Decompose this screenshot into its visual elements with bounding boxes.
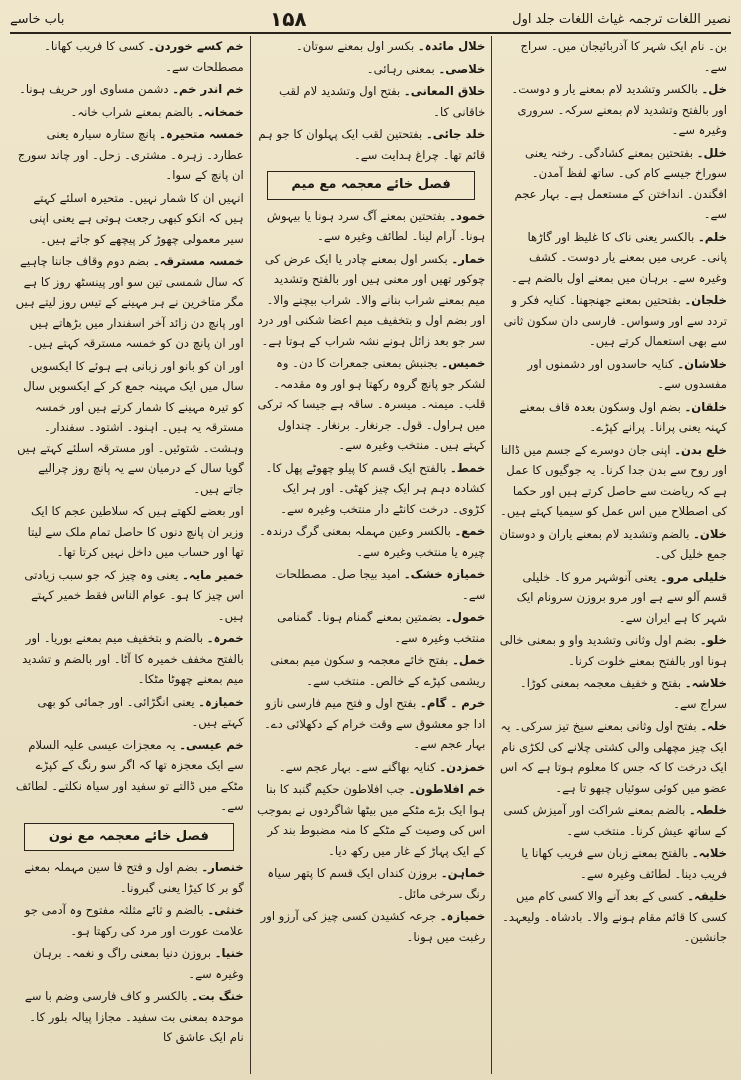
dictionary-entry xyxy=(257,458,486,520)
entry-headword: خمسہ متحیرہ۔ xyxy=(159,127,244,141)
columns xyxy=(8,36,733,1074)
entry-headword: خماہن۔ xyxy=(440,866,486,880)
entry-definition: بفتحتین بمعنے آگ سرد ہونا یا بیہوش ہونا۔ آرام لینا۔ لطائف وغیرہ سے۔ xyxy=(266,208,486,243)
dictionary-entry xyxy=(14,79,244,100)
dictionary-entry xyxy=(257,36,486,57)
entry-definition: بفتح اول وثانی بمعنے سیخ تیز سرکی۔ یہ ایک چیز مچھلی والی کشتی چلانے کی لکڑی نام ایک درخت کا کہ جس کا معلوم ہوتا ہے کہ اس عضو میں کوئی سوئیاں چبھو تا ہے۔ xyxy=(500,719,727,795)
entry-headword: خلقان۔ xyxy=(684,399,727,414)
page-number: ۱۵۸ xyxy=(270,7,307,31)
dictionary-entry xyxy=(498,290,727,352)
entry-definition: بضم اول و فتح فا سین مہملہ بمعنے گو بر کا کیڑا یعنی گبرونا۔ xyxy=(24,860,244,895)
entry-headword: خلل۔ xyxy=(696,145,727,160)
entry-definition: بالضم بمعنے شراکت اور آمیزش کسی کے ساتھ عیش کرنا۔ منتخب سے۔ xyxy=(503,803,727,838)
dictionary-entry xyxy=(498,673,727,714)
entry-definition: بالضم و ثائے مثلثہ مفتوح وہ آدمی جو علامت عورت اور مرد کی رکھتا ہو۔ xyxy=(24,903,244,938)
entry-definition: بفتحتین بمعنے جھنجھنا۔ کنایہ فکر و تردد سے اور وسواس۔ فارسی دان سکون ثانی سے بھی استعمال کرتے ہیں۔ xyxy=(503,293,727,348)
dictionary-entry xyxy=(498,227,727,289)
entry-definition: بروزن کنداں ایک قسم کا پتھر سیاہ رنگ سرخی مائل۔ xyxy=(267,866,486,901)
dictionary-entry xyxy=(257,779,486,861)
dictionary-entry xyxy=(498,843,727,884)
entry-headword: خلم۔ xyxy=(698,229,727,244)
entry-headword: خمود۔ xyxy=(449,208,486,223)
entry-headword: خمیازہ خشک۔ xyxy=(403,567,486,581)
dictionary-entry xyxy=(498,630,727,671)
entry-definition: بکسر اول بمعنے چادر یا ایک عرض کی چوکور تھیں اور معنی ہیں اور بالفتح وتشدید میم بمعنے شراب بنانے والا۔ شراب بیچنے والا۔ اور بضم اول و بتخفیف میم اعضا شکنی اور درد سر جو بعد زائل ہونے نشہ شراب کے ہوتا ہے۔ xyxy=(257,251,486,348)
entry-headword: خلیفہ۔ xyxy=(687,889,727,903)
dictionary-entry xyxy=(14,900,244,941)
entry-definition: بن۔ نام ایک شہر کا آذربائیجان میں۔ سراج سے۔ xyxy=(520,39,727,74)
dictionary-entry xyxy=(498,524,727,565)
entry-definition: بالکسر یعنی ناک کا غلیظ اور گاڑھا پانی۔ عربی میں بمعنے یار دوست۔ کشف وغیرہ سے۔ برہان میں بمعنے اول بالضم ہے۔ xyxy=(511,229,727,285)
entry-definition: بضمتین بمعنے گمنام ہونا۔ گمنامی منتخب وغیرہ سے۔ xyxy=(277,610,486,645)
dictionary-entry xyxy=(498,440,727,522)
entry-definition: بالضم بمعنے شراب خانہ۔ xyxy=(70,104,194,119)
dictionary-entry xyxy=(14,735,244,817)
entry-headword: خنیا۔ xyxy=(214,946,244,960)
entry-definition: بفتحتین لقب ایک پہلوان کا جو ہم قائم تھا۔ چراغ ہدایت سے۔ xyxy=(258,127,486,162)
entry-definition: بجنبش بمعنی جمعرات کا دن۔ وہ لشکر جو پانچ گروہ رکھتا ہو اور وہ مقدمہ۔ قلب۔ میمنہ۔ میسرہ۔ ساقہ ہے جیسا کہ ترکی میں ہراول۔ قول۔ جرنغار۔ برنغار۔ چنداول کہتے ہیں۔ منتخب وغیرہ سے۔ xyxy=(257,356,486,452)
dictionary-entry xyxy=(14,628,244,690)
entry-definition: کسی کا فریب کھانا۔ مصطلحات سے۔ xyxy=(44,39,244,74)
entry-definition: بضم اول وثانی وتشدید واو و بمعنی خالی ہونا اور بالفتح بمعنے خلوت کرنا۔ xyxy=(499,633,727,668)
entry-definition: امید بیجا صل۔ مصطلحات سے۔ xyxy=(275,567,486,602)
dictionary-entry xyxy=(14,36,244,77)
dictionary-entry xyxy=(257,607,486,648)
entry-headword: خنگ بت۔ xyxy=(191,989,244,1003)
section-heading: فصل خائے معجمہ مع نون xyxy=(24,823,234,852)
entry-headword: خنصار۔ xyxy=(201,860,244,874)
dictionary-entry xyxy=(14,986,244,1048)
dictionary-entry xyxy=(14,857,244,898)
dictionary-entry xyxy=(14,102,244,123)
entry-headword: خلاشہ۔ xyxy=(684,676,727,690)
entry-headword: خلاشان۔ xyxy=(677,356,727,371)
entry-definition: جرعہ کشیدن کسی چیز کی آرزو اور رغبت میں ہونا۔ xyxy=(260,909,486,944)
entry-definition: دشمن مساوی اور حریف ہونا۔ xyxy=(19,82,169,96)
dictionary-entry xyxy=(257,353,486,456)
entry-headword: خرم ۔ گام۔ xyxy=(420,696,486,710)
entry-definition: انہیں ان کا شمار نہیں۔ متحیرہ اسلئے کہتے ہیں کہ انکو کبھی رجعت ہوتی ہے یعنی اپنی سیر معمولی چھوڑ کر پیچھے کو جاتے ہیں۔ xyxy=(29,190,244,246)
entry-headword: خلطہ۔ xyxy=(689,803,727,817)
entry-definition: کنایہ حاسدوں اور دشمنوں اور مفسدوں سے۔ xyxy=(527,356,727,391)
entry-definition: بالکسر وعین مہملہ بمعنی گرگ درندہ۔ چیرہ یا منتخب وغیرہ سے۔ xyxy=(259,524,486,559)
column-right xyxy=(491,36,733,1074)
header-chapter-title: باب خاسے xyxy=(10,11,65,27)
entry-definition: بکسر اول بمعنے سوتان۔ xyxy=(295,39,415,53)
entry-headword: خمار۔ xyxy=(451,251,486,266)
entry-headword: خمخانہ۔ xyxy=(196,104,244,119)
entry-definition: کسی کے بعد آنے والا کسی کام میں کسی کا قائم مقام ہونے والا۔ بادشاہ۔ ولیعہد۔ جانشین۔ xyxy=(502,889,727,944)
entry-headword: خمیازہ۔ xyxy=(439,909,486,923)
entry-headword: خلہ۔ xyxy=(700,719,727,733)
entry-definition: بفتح اول وتشدید لام لقب خاقانی کا۔ xyxy=(279,84,486,119)
entry-headword: خمسہ مسترقہ۔ xyxy=(152,254,244,268)
entry-definition: جب افلاطون حکیم گنبد کا بنا ہوا ایک بڑے مٹکے میں بیٹھا شاگردوں نے بموجب اس کی وصیت کے مٹکے کا منہ مضبوط بند کر کے ایک پہاڑ کے غار میں رکھ دیا۔ xyxy=(257,782,486,858)
entry-headword: خنثی۔ xyxy=(207,903,244,917)
dictionary-entry xyxy=(14,188,244,250)
entry-headword: خل۔ xyxy=(701,82,727,96)
dictionary-entry xyxy=(257,906,486,947)
dictionary-entry xyxy=(257,757,486,778)
entry-headword: خمرہ۔ xyxy=(206,631,244,645)
entry-definition: بضم اول وسکون بعدہ قاف بمعنے کہنہ یعنی پرانا۔ پرانے کپڑے۔ xyxy=(519,399,727,434)
entry-definition: بالفتح بمعنے زبان سے فریب کھانا یا فریب دینا۔ لطائف وغیرہ سے۔ xyxy=(521,846,727,881)
dictionary-entry xyxy=(498,354,727,395)
entry-definition: پانچ ستارہ سیارہ یعنی عطارد۔ زہرہ۔ مشتری۔ زحل۔ اور چاند سورج ان پانچ کے سوا۔ xyxy=(17,127,244,182)
entry-definition: بفتح اول و فتح میم فارسی نازو ادا جو معشوق سے وقت خرام کے دکھلائی دے۔ بہار عجم سے۔ xyxy=(264,696,486,751)
entry-headword: خلاصی۔ xyxy=(438,61,486,76)
entry-headword: خلو۔ xyxy=(699,633,727,647)
entry-headword: خلابہ۔ xyxy=(691,846,727,860)
dictionary-entry xyxy=(498,567,727,629)
entry-definition: بروزن دنیا بمعنی راگ و نغمہ۔ برہان وغیرہ سے۔ xyxy=(33,946,244,981)
entry-definition: اور ان کو بانو اور زبانی ہے ہوئے کا ایکسویں سال میں ایک مہینہ جمع کر کے ایکسویں سال کو تیرہ مہینے کا شمار کرتے ہیں اور خمسہ مسترقہ یہ ہیں۔ اہنود۔ اشتود۔ سفندار۔ وہشت۔ شتوئیں۔ اور مسترقہ اسلئے کہتے ہیں گویا سال کے درمیان سے یہ پانچ روز چرالیے جاتے ہیں۔ xyxy=(17,358,244,496)
dictionary-entry xyxy=(498,79,727,141)
entry-headword: خمع۔ xyxy=(454,524,486,538)
dictionary-entry xyxy=(257,564,486,605)
entry-headword: خلجان۔ xyxy=(684,293,727,307)
dictionary-entry xyxy=(498,886,727,948)
entry-headword: خمول۔ xyxy=(445,610,486,624)
dictionary-entry xyxy=(14,692,244,733)
dictionary-entry xyxy=(498,143,727,225)
dictionary-entry xyxy=(257,59,486,80)
entry-headword: خلان۔ xyxy=(693,526,727,541)
entry-headword: خمیازہ۔ xyxy=(198,694,244,709)
entry-definition: بفتحتین بمعنے کشادگی۔ رخنہ یعنی سوراخ جیسے کام کی۔ ساتھ لفظ آمدن۔ افگندن۔ انداختن کے مستعمل ہے۔ بہار عجم سے۔ xyxy=(514,145,727,221)
entry-definition: یعنی وہ چیز کہ جو سبب زیادتی اس چیز کا ہو۔ عوام الناس فقط خمیر کہتے ہیں۔ xyxy=(24,567,244,623)
entry-headword: خلع بدن۔ xyxy=(674,442,727,457)
dictionary-entry xyxy=(498,716,727,798)
entry-definition: یعنی آنوشہر مرو کا۔ خلیلی قسم آلو سے ہے اور مرو بروزن سرونام ایک شہر کا ہے ایران سے۔ xyxy=(516,569,727,625)
entry-definition: اور بعضے لکھتے ہیں کہ سلاطین عجم کا ایک وزیر ان پانچ دنوں کا حاصل تمام ملک سے لیتا تھا اور حساب میں داخل نہیں کرتا تھا۔ xyxy=(27,504,244,559)
entry-headword: خمط۔ xyxy=(450,460,486,475)
entry-definition: بضم دوم وقاف جاننا چاہیے کہ سال شمسی تین سو اور پینسٹھ روز کا ہے مگر متاخرین نے ہر مہینے کے تیس روز لیتے ہیں اور پانچ دن زائد آخر اسفندار میں بڑھاتے ہیں اور ان پانچ دن کو خمسہ مسترقہ کہتے ہیں۔ xyxy=(15,254,244,350)
dictionary-entry xyxy=(257,206,486,247)
page-header xyxy=(10,6,731,34)
entry-headword: خلاق المعانی۔ xyxy=(403,84,486,98)
dictionary-entry xyxy=(14,501,244,563)
dictionary-entry xyxy=(14,124,244,186)
entry-definition: کنایہ بھاگنے سے۔ بہار عجم سے۔ xyxy=(278,759,436,774)
column-left xyxy=(8,36,250,1074)
entry-headword: خمزدن۔ xyxy=(439,759,486,774)
dictionary-entry xyxy=(14,943,244,984)
entry-headword: خلد جائی۔ xyxy=(425,127,486,141)
entry-headword: خلیلی مرو۔ xyxy=(660,569,727,584)
entry-definition: بالکسر وتشدید لام بمعنے یار و دوست۔ اور بالفتح وتشدید لام بمعنے سرکہ۔ سروری وغیرہ سے۔ xyxy=(511,82,727,137)
dictionary-entry xyxy=(498,800,727,841)
dictionary-entry xyxy=(257,863,486,904)
entry-definition: بفتح خائے معجمہ و سکون میم بمعنی ریشمی کپڑے کے خالص۔ منتخب سے۔ xyxy=(270,653,486,688)
dictionary-entry xyxy=(257,521,486,562)
entry-definition: بالضم و بتخفیف میم بمعنے بوریا۔ اور بالفتح مخفف خمیرہ کا آٹا۔ اور بالضم و تشدید میم بمعنے چھوٹا مٹکا۔ xyxy=(22,631,244,686)
entry-definition: یعنی انگڑائی۔ اور جمائی کو بھی کہتے ہیں۔ xyxy=(37,694,244,729)
dictionary-entry xyxy=(14,565,244,627)
dictionary-entry xyxy=(498,36,727,77)
dictionary-entry xyxy=(498,397,727,438)
entry-headword: خلال مائدہ۔ xyxy=(417,39,486,53)
entry-definition: بالکسر و کاف فارسی وضم با سے موحدہ بمعنی بت سفید۔ مجازا پیالہ بلور کا۔ نام ایک عاشق کا xyxy=(24,989,244,1044)
entry-headword: خم افلاطون۔ xyxy=(408,782,486,796)
entry-headword: خمیر مایہ۔ xyxy=(182,567,244,582)
entry-headword: خم کسے خوردن۔ xyxy=(147,39,244,53)
section-heading: فصل خائے معجمہ مع میم xyxy=(267,171,476,200)
entry-definition: بالضم وتشدید لام بمعنے یاران و دوستان جمع خلیل کی۔ xyxy=(499,526,727,561)
dictionary-entry xyxy=(14,251,244,354)
entry-headword: خمل۔ xyxy=(452,653,486,667)
entry-headword: خم عیسی۔ xyxy=(179,737,244,752)
entry-headword: خم اندر خم۔ xyxy=(172,82,244,96)
entry-headword: خمیس۔ xyxy=(441,356,486,370)
dictionary-entry xyxy=(257,124,486,165)
dictionary-entry xyxy=(257,249,486,352)
entry-definition: بالفتح ایک قسم کا پیلو چھوٹے پھل کا۔ کشادہ دہم ہر ایک چیز کھٹی۔ اور ہر ایک کڑوی۔ درخت کانٹے دار منتخب وغیرہ سے۔ xyxy=(265,460,486,516)
dictionary-entry xyxy=(257,693,486,755)
dictionary-entry xyxy=(257,650,486,691)
entry-definition: بفتح و خفیف معجمہ بمعنی کوڑا۔ سراج سے۔ xyxy=(519,676,727,711)
dictionary-entry xyxy=(14,356,244,500)
entry-definition: بمعنی رہائی۔ xyxy=(366,61,435,76)
entry-definition: اپنی جان دوسرے کے جسم میں ڈالنا اور روح سے بدن جدا کرنا۔ یہ جوگیوں کا عمل ہے کہ ریاضت سے حاصل کرتے ہیں اور حکما کی اصطلاح میں اس عمل کو سیمیا کہتے ہیں۔ xyxy=(500,442,727,518)
column-middle xyxy=(250,36,492,1074)
dictionary-entry xyxy=(257,81,486,122)
header-book-title: نصیر اللغات ترجمہ غیاث اللغات جلد اول xyxy=(512,11,731,27)
entry-definition: یہ معجزات عیسی علیہ السلام سے ایک معجزہ تھا کہ اگر سو رنگ کے کپڑے مٹکے میں ڈالتے تو سفید اور سیاہ نکلتے۔ لطائف سے۔ xyxy=(15,737,244,813)
